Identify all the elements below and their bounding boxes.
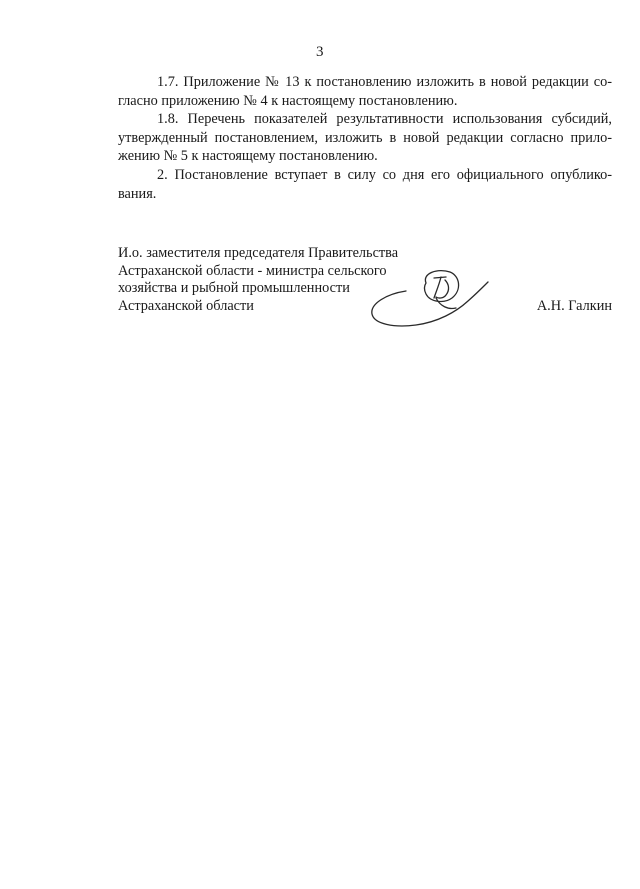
signer-name: А.Н. Галкин (536, 297, 612, 314)
signature-strokes (372, 271, 488, 326)
page-number: 3 (316, 44, 324, 60)
document-body (118, 73, 612, 203)
handwritten-signature-icon (364, 268, 494, 334)
signer-position-line: Астраханской области - министра сельского (118, 262, 387, 279)
paragraph-1-8: 1.8. Перечень показателей результативности использования субсидий, утвержденный постановлением, изложить в новой редакции согласно приложению № 5 к настоящему постановлению. (118, 111, 612, 165)
signer-position-line: И.о. заместителя председателя Правительства (118, 245, 399, 261)
paragraph-1-7: 1.7. Приложение № 13 к постановлению изложить в новой редакции согласно приложению № 4 к настоящему постановлению. (118, 74, 612, 109)
signer-position-line: хозяйства и рыбной промышленности (118, 280, 350, 297)
paragraph-2: 2. Постановление вступает в силу со дня его официального опубликования. (118, 166, 612, 202)
signer-position-line: Астраханской области (118, 297, 254, 314)
